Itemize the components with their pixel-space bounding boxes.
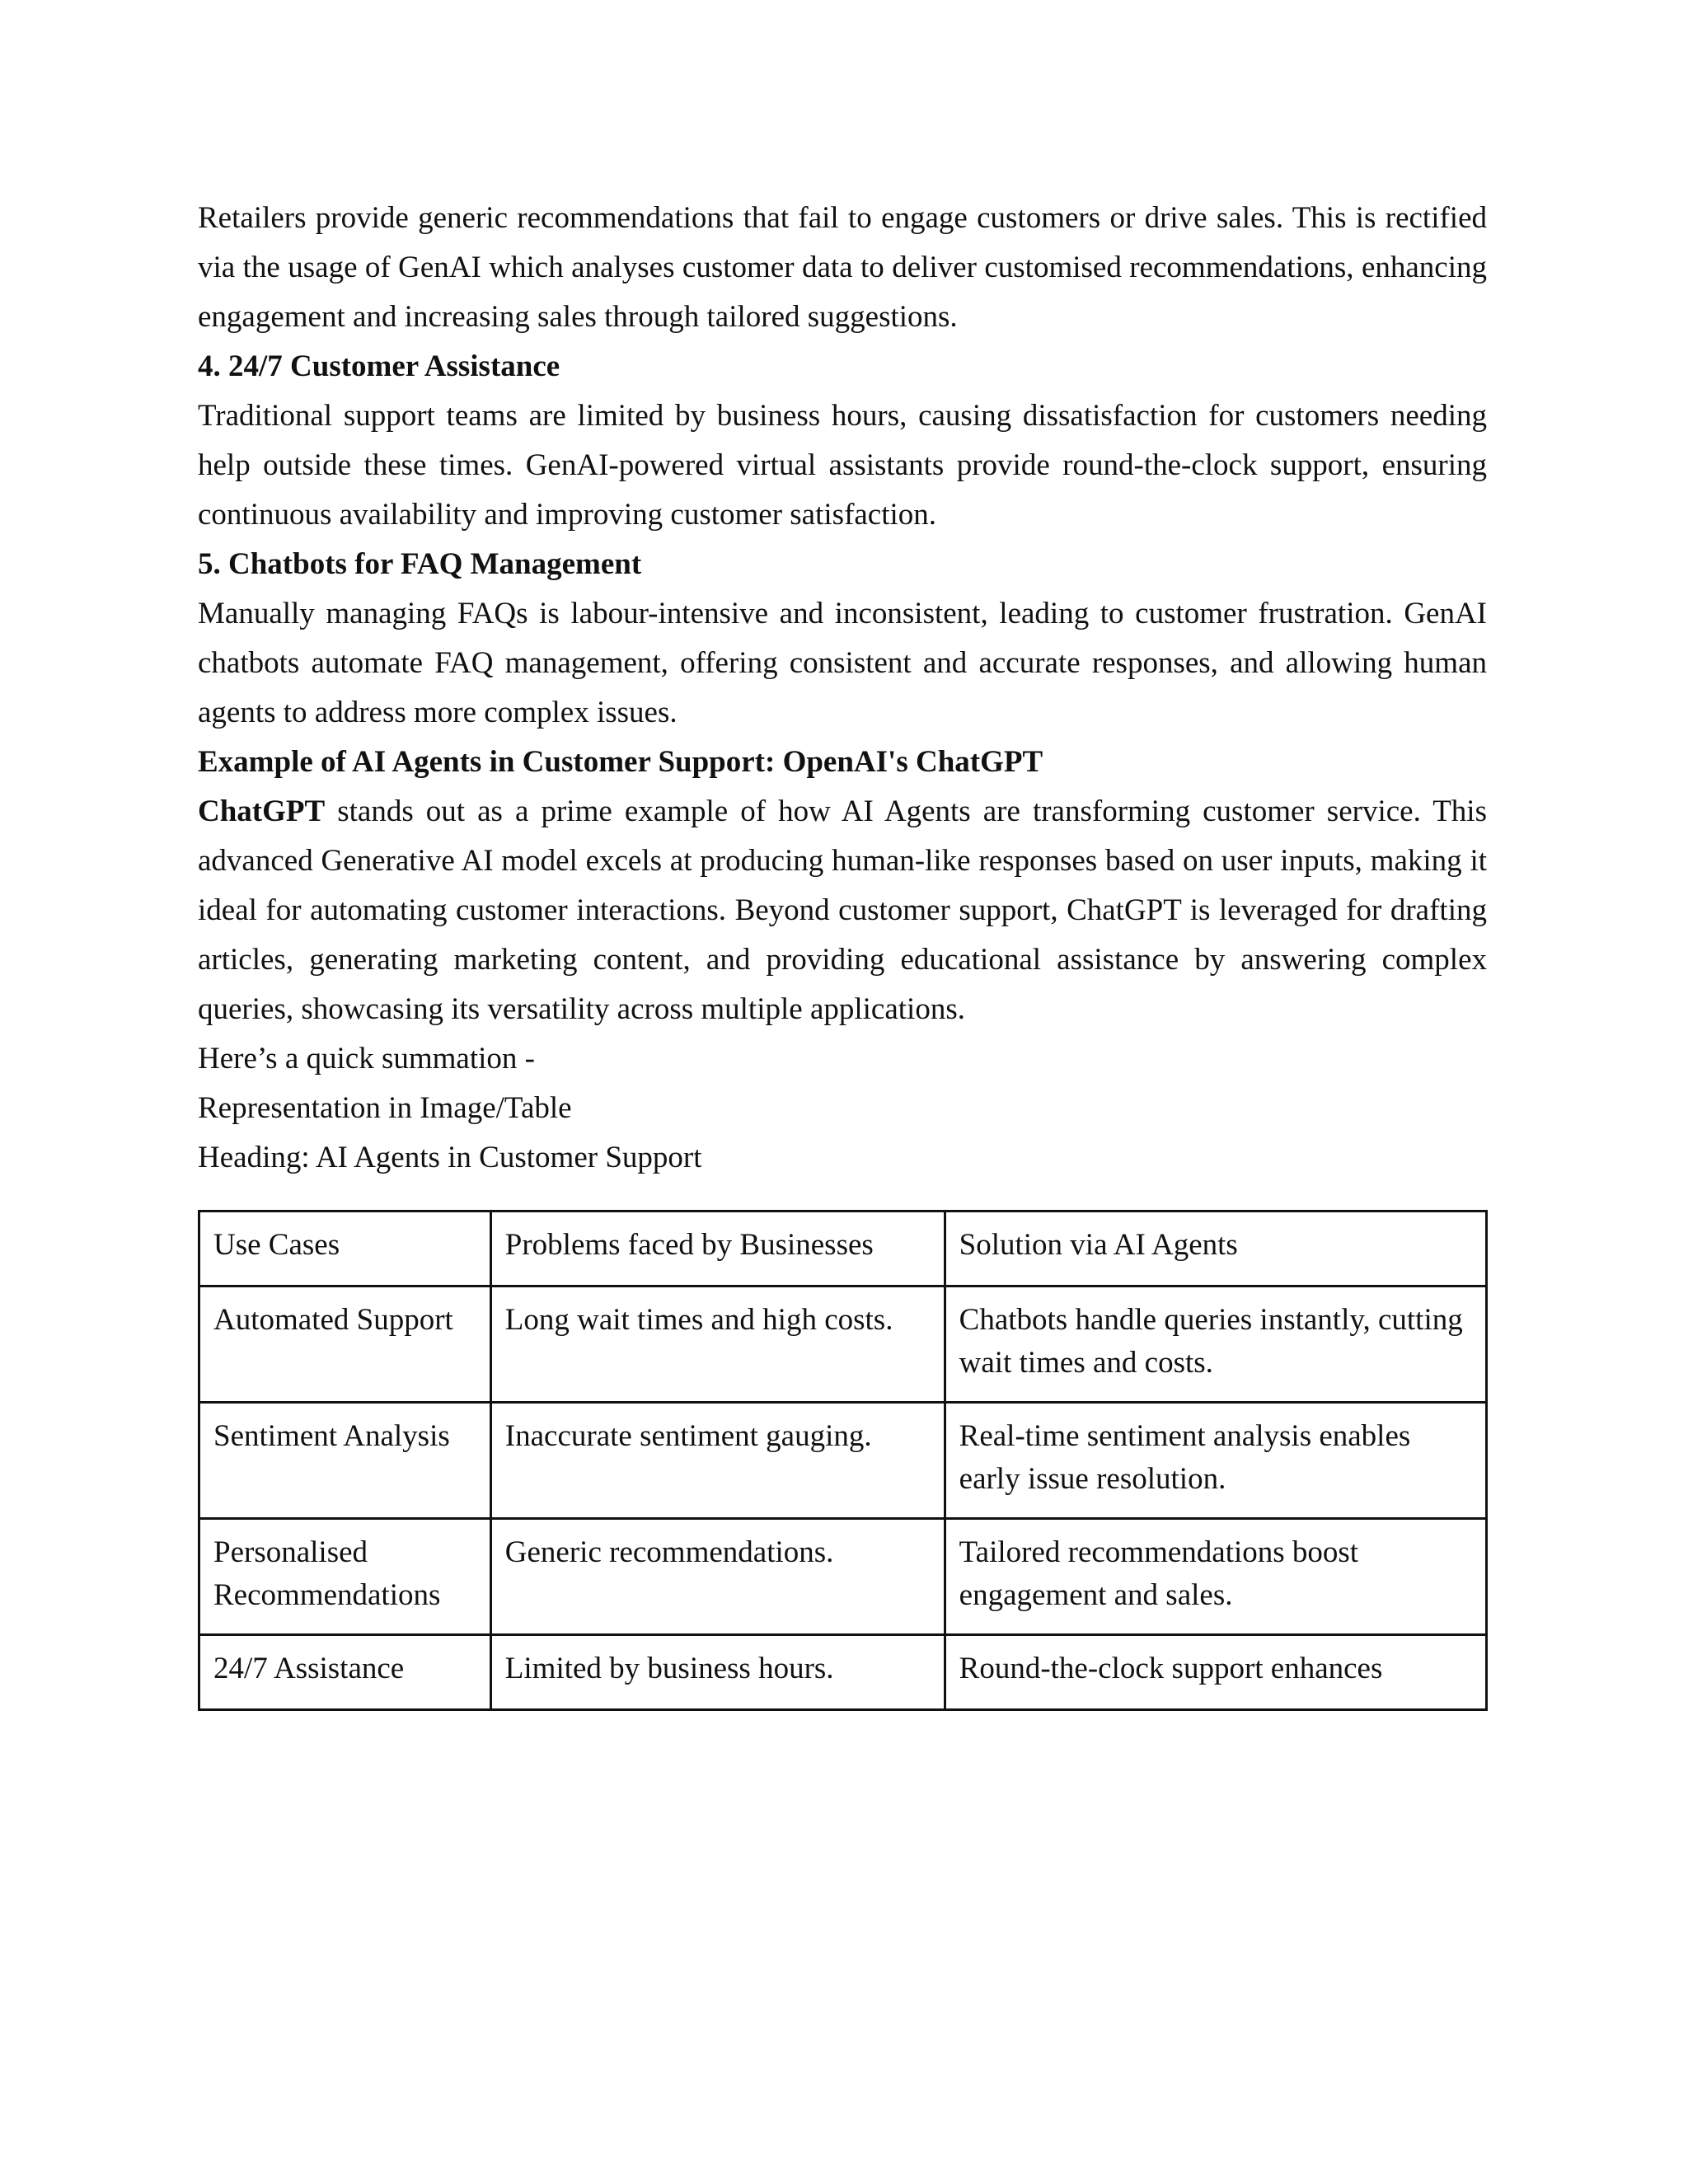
table-cell: Automated Support [199, 1286, 491, 1403]
section-heading-customer-assistance: 4. 24/7 Customer Assistance [198, 349, 560, 383]
table-header-cell: Use Cases [199, 1212, 491, 1286]
table-cell: Personalised Recommendations [199, 1519, 491, 1635]
table-row [199, 1635, 1487, 1710]
example-heading: Example of AI Agents in Customer Support: OpenAI's ChatGPT [198, 745, 1043, 779]
section-text-faq-management: Manually managing FAQs is labour-intensive and inconsistent, leading to customer frustration. GenAI chatbots automate FAQ management, offering consistent and accurate responses, and allowing human agents to address more complex issues. [198, 597, 1487, 729]
table-row [199, 1519, 1487, 1635]
table-header-cell: Problems faced by Businesses [490, 1212, 945, 1286]
table-row [199, 1286, 1487, 1403]
table-cell: Round-the-clock support enhances [945, 1635, 1486, 1710]
use-cases-table [198, 1210, 1488, 1711]
table-row [199, 1403, 1487, 1519]
section-heading-faq-management: 5. Chatbots for FAQ Management [198, 547, 642, 581]
table-cell: Sentiment Analysis [199, 1403, 491, 1519]
table-cell: Limited by business hours. [490, 1635, 945, 1710]
table-cell: Inaccurate sentiment gauging. [490, 1403, 945, 1519]
table-cell: 24/7 Assistance [199, 1635, 491, 1710]
table-cell: Real-time sentiment analysis enables early issue resolution. [945, 1403, 1486, 1519]
summation-line: Here’s a quick summation - [198, 1042, 535, 1076]
table-cell: Tailored recommendations boost engagement and sales. [945, 1519, 1486, 1635]
intro-paragraph: Retailers provide generic recommendations that fail to engage customers or drive sales. This is rectified via the usage of GenAI which analyses customer data to deliver customised recommendations, enhancing engagement and increasing sales through tailored suggestions. [198, 201, 1487, 334]
table-cell: Long wait times and high costs. [490, 1286, 945, 1403]
table-header-row [199, 1212, 1487, 1286]
heading-line: Heading: AI Agents in Customer Support [198, 1141, 702, 1174]
representation-line: Representation in Image/Table [198, 1091, 572, 1125]
table-header-cell: Solution via AI Agents [945, 1212, 1486, 1286]
example-paragraph [198, 787, 1487, 1034]
example-lead-bold: ChatGPT [198, 794, 326, 828]
table-cell: Chatbots handle queries instantly, cutting wait times and costs. [945, 1286, 1486, 1403]
example-text: stands out as a prime example of how AI Agents are transforming customer service. This advanced Generative AI model excels at producing human-like responses based on user inputs, making it ideal for automating customer interactions. Beyond customer support, ChatGPT is leveraged for drafting articles, generating marketing content, and providing educational assistance by answering complex queries, showcasing its versatility across multiple applications. [198, 794, 1487, 1026]
document-page [198, 194, 1487, 1711]
section-text-customer-assistance: Traditional support teams are limited by business hours, causing dissatisfaction for customers needing help outside these times. GenAI-powered virtual assistants provide round-the-clock support, ensuring continuous availability and improving customer satisfaction. [198, 399, 1487, 532]
table-cell: Generic recommendations. [490, 1519, 945, 1635]
